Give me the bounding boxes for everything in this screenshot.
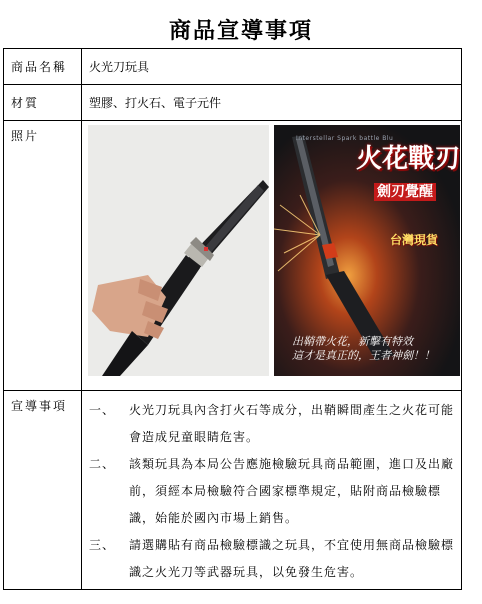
label-material: 材質 [4,85,82,121]
product-photo-hand [88,125,269,376]
notice-text: 火光刀玩具內含打火石等成分，出鞘瞬間產生之火花可能會造成兒童眼睛危害。 [129,403,455,444]
ad-top-text: Interstellar Spark battle Blu [296,135,394,142]
notice-cell [82,391,462,590]
photo-cell [82,121,462,391]
notice-item [89,451,461,532]
hand-holding-sword-illustration [88,125,269,376]
photo-group [88,125,460,380]
label-notice: 宣導事項 [4,391,82,590]
row-photo [4,121,462,391]
document-title: 商品宣導事項 [168,18,313,44]
notice-item [89,532,461,586]
value-material: 塑膠、打火石、電子元件 [82,85,462,121]
notice-item [89,397,461,451]
ad-caption-line1: 出鞘帶火花，新擊有特效 [292,335,413,348]
product-info-table [3,48,462,590]
notice-text: 請選購貼有商品檢驗標識之玩具，不宜使用無商品檢驗標識之火光刀等武器玩具，以免發生危害。 [129,538,455,579]
label-product-name: 商品名稱 [4,49,82,85]
notice-number: 三、 [89,538,116,552]
row-material [4,85,462,121]
ad-caption [292,335,452,363]
notice-list [89,397,461,586]
notice-number: 一、 [89,403,116,417]
product-photo-ad [274,125,460,376]
row-product-name [4,49,462,85]
notice-text: 該類玩具為本局公告應施檢驗玩具商品範圍，進口及出廠前，須經本局檢驗符合國家標準規定，貼附商品檢驗標識，始能於國內市場上銷售。 [129,457,455,525]
ad-title: 火花戰刃 [356,144,460,174]
notice-number: 二、 [89,457,116,471]
label-photo: 照片 [4,121,82,391]
row-notice [4,391,462,590]
ad-caption-line2: 這才是真正的，王者神劍！！ [292,349,435,362]
value-product-name: 火光刀玩具 [82,49,462,85]
ad-subtitle: 劍刃覺醒 [374,183,436,201]
ad-badge: 台灣現貨 [390,233,439,247]
